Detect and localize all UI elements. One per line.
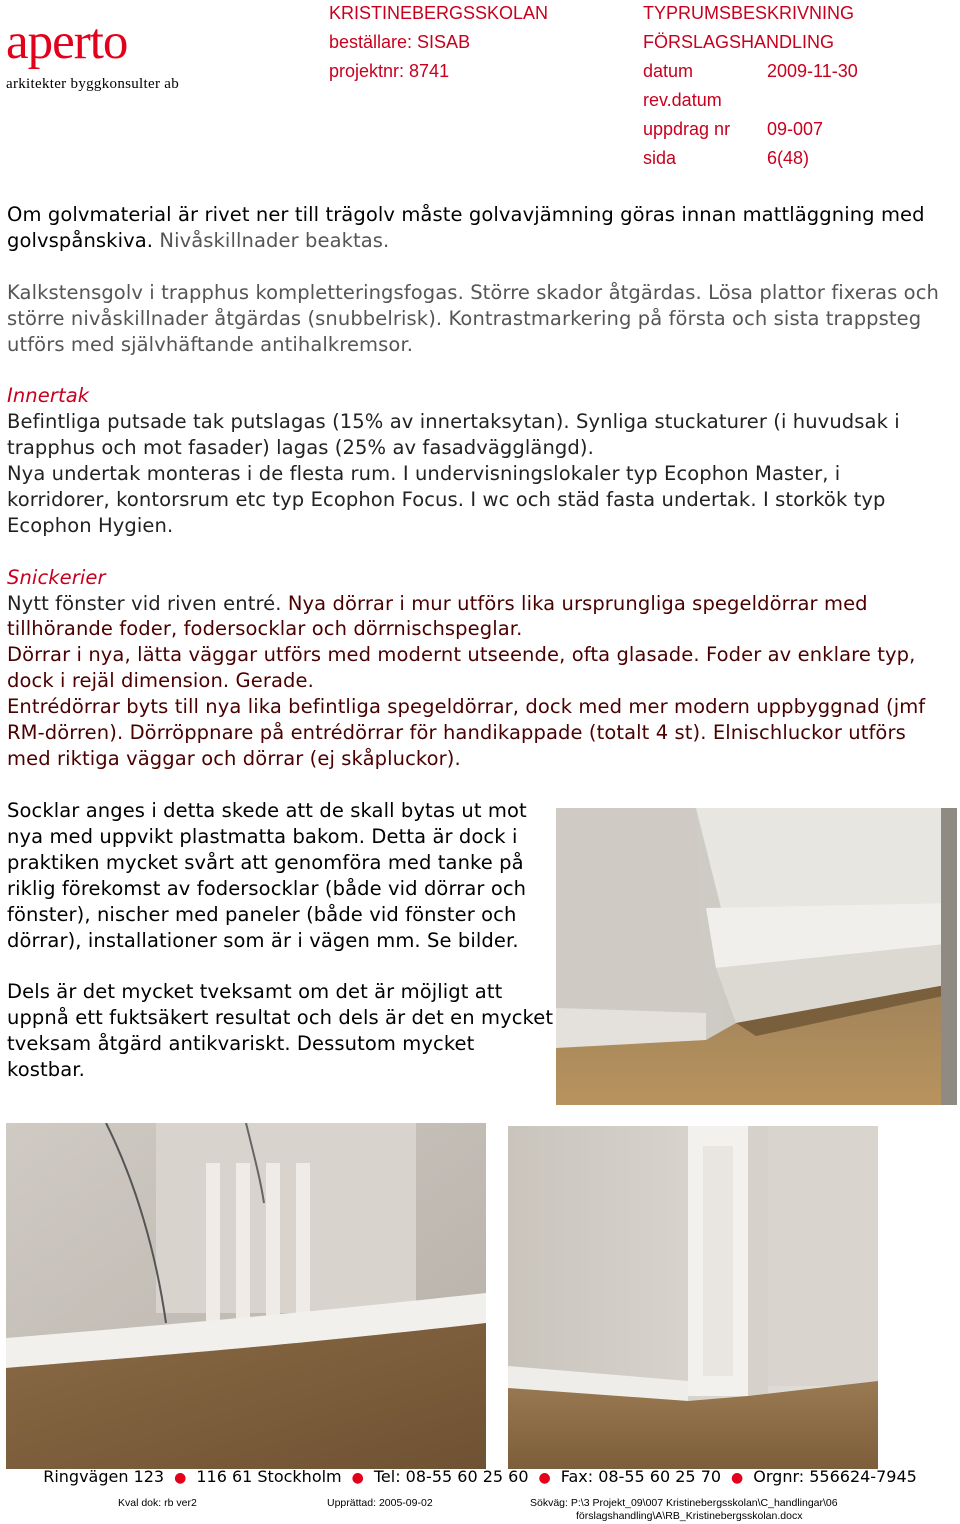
footer-quality-doc: Kval dok: rb ver2 (118, 1497, 197, 1509)
footer-fax: Fax: 08-55 60 25 70 (560, 1467, 722, 1486)
assignment-label: uppdrag nr (643, 119, 731, 139)
text-span: Befintliga putsade tak putslagas (15% av innertaksytan). (7, 410, 570, 434)
heading-innertak: Innertak (7, 384, 90, 408)
text-span: Dörrar i nya, lätta väggar utförs med modernt utseende, ofta glasade. (7, 643, 700, 667)
paragraph-skirting-replacement: Socklar anges i detta skede att de skall bytas ut mot nya med uppvikt plastmatta bakom. Detta är dock i praktiken mycket svårt att genomföra med tanke på riklig förekomst av fodersocklar (både vid dörrar och fönster), nischer med paneler (både vid fönster och dörrar), installationer som är i vägen mm. Se bilder. (7, 799, 527, 952)
footer-created-date: Upprättad: 2005-09-02 (327, 1497, 433, 1509)
file-path-line: Sökväg: P:\3 Projekt_09\007 Kristinebergsskolan\C_handlingar\06 (530, 1497, 838, 1509)
text-span: Nytt fönster vid riven entré. (7, 591, 282, 615)
company-logo: aperto (6, 14, 128, 70)
dot-separator-icon: ● (351, 1470, 364, 1486)
paragraph-snick-light-walls (7, 642, 947, 694)
footer-phone: Tel: 08-55 60 25 60 (373, 1467, 529, 1486)
paragraph-snick-entrance (7, 694, 947, 772)
skirting-section (7, 798, 557, 1083)
text-span: I wc och städ fasta undertak. (470, 487, 757, 511)
text-span: Nivåskillnader beaktas. (159, 228, 390, 252)
text-span: Nya dörrar i mur utförs lika ursprungliga spegeldörrar med tillhörande foder, fodersocklar och dörrnischspeglar. (7, 591, 868, 641)
paragraph-innertak-plaster (7, 409, 947, 461)
photo-door-casing-corner (508, 1126, 878, 1469)
photo-door-frame-skirting (556, 808, 957, 1105)
header-document-info (643, 0, 903, 173)
page-value: 6(48) (767, 148, 810, 168)
text-span: Gerade. (235, 669, 314, 693)
document-type: TYPRUMSBESKRIVNING (643, 3, 855, 23)
dot-separator-icon: ● (174, 1470, 187, 1486)
footer-file-path (530, 1497, 950, 1523)
heading-snickerier: Snickerier (7, 565, 106, 589)
text-span: Kalkstensgolv i trapphus kompletteringsfogas. (7, 280, 464, 304)
text-span: Lösa plattor fixeras och större nivåskillnader åtgärdas (snubbelrisk). (7, 280, 939, 330)
paragraph-snick-window-doors (7, 591, 947, 643)
date-row (643, 57, 903, 86)
rev-date-row (643, 86, 903, 115)
text-span: Större skador åtgärdas. (470, 280, 702, 304)
text-span: Dörröppnare på entrédörrar för handikappade (totalt 4 st). (129, 721, 707, 745)
text-span: Foder av enklare typ, dock i rejäl dimension. (7, 643, 916, 693)
rev-date-label: rev.datum (643, 90, 722, 110)
text-span: I storkök typ Ecophon Hygien. (7, 487, 886, 537)
document-stage: FÖRSLAGSHANDLING (643, 32, 835, 52)
page-label: sida (643, 148, 677, 168)
project-number: projektnr: 8741 (329, 61, 450, 81)
page-row (643, 144, 903, 173)
footer-address: Ringvägen 123 (43, 1467, 165, 1486)
date-value: 2009-11-30 (767, 61, 858, 81)
dot-separator-icon: ● (731, 1470, 744, 1486)
text-span: Synliga stuckaturer (i huvudsak i trapphus och mot fasader) lagas (25% av fasadvägglängd). (7, 410, 900, 460)
flooring-section (7, 202, 947, 772)
paragraph-limestone-floor (7, 280, 947, 358)
paragraph-innertak-ceilings (7, 461, 947, 539)
company-tagline: arkitekter byggkonsulter ab (6, 76, 180, 92)
header-project-info (329, 0, 548, 86)
text-span: Nya undertak monteras i de flesta rum. (7, 462, 397, 486)
footer-orgnr: Orgnr: 556624-7945 (753, 1467, 917, 1486)
school-name: KRISTINEBERGSSKOLAN (329, 3, 549, 23)
file-path-line: förslagshandling\A\RB_Kristinebergsskolan.docx (576, 1510, 803, 1522)
text-span: I undervisningslokaler typ Ecophon Master, i korridorer, kontorsrum etc typ Ecophon Focus. (7, 462, 841, 511)
text-span: Kontrastmarkering på första och sista trappsteg utförs med självhäftande antihalkremsor. (7, 306, 922, 356)
date-label: datum (643, 61, 694, 81)
text-span: Entrédörrar byts till nya lika befintliga spegeldörrar, dock med mer modern uppbyggnad (jmf RM-dörren). (7, 695, 926, 745)
dot-separator-icon: ● (538, 1470, 551, 1486)
paragraph-floor-leveling (7, 202, 947, 254)
footer-contact (0, 1466, 960, 1489)
text-span: Om golvmaterial är rivet ner till trägolv måste golvavjämning göras innan mattläggning med golvspånskiva. (7, 203, 925, 252)
client-name: beställare: SISAB (329, 32, 471, 52)
paragraph-skirting-risk: Dels är det mycket tveksamt om det är möjligt att uppnå ett fuktsäkert resultat och dels är det en mycket tveksam åtgärd antikvariskt. Dessutom mycket kostbar. (7, 980, 554, 1082)
photo-radiator-pipe-skirting (6, 1123, 486, 1469)
footer-postal: 116 61 Stockholm (196, 1467, 342, 1486)
assignment-value: 09-007 (767, 119, 824, 139)
assignment-row (643, 115, 903, 144)
text-span: Elnischluckor utförs med riktiga väggar och dörrar (ej skåpluckor). (7, 721, 906, 770)
